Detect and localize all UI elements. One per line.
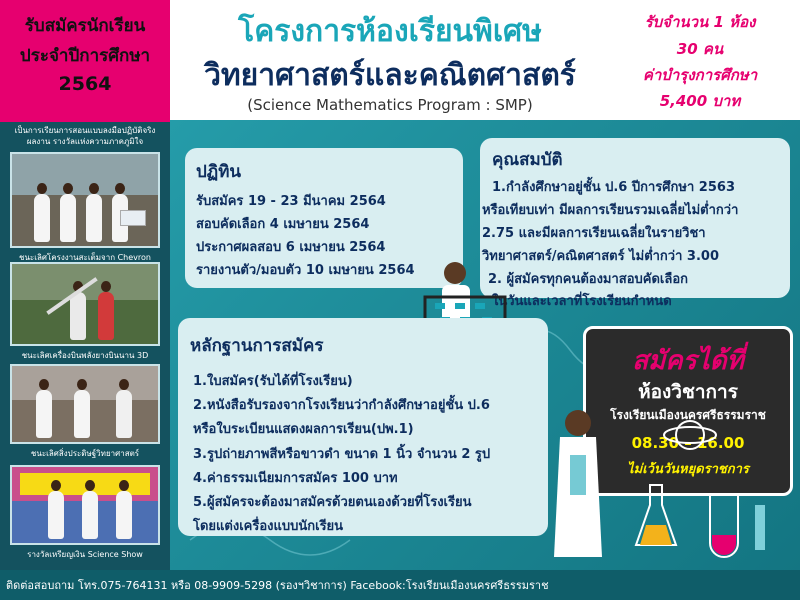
schedule-item: ประกาศผลสอบ 6 เมษายน 2564: [196, 240, 386, 255]
awards-intro-line-1: เป็นการเรียนการสอนแบบลงมือปฏิบัติจริง: [14, 126, 156, 135]
award-caption-1: ชนะเลิศโครงงานสะเต็มจาก Chevron: [19, 253, 151, 262]
apply-hours: 08.30 – 16.00: [631, 434, 745, 452]
enrollment-line-1: รับสมัครนักเรียน: [24, 16, 146, 36]
program-subtitle: วิทยาศาสตร์และคณิตศาสตร์: [204, 58, 576, 93]
qualification-item: หรือเทียบเท่า มีผลการเรียนรวมเฉลี่ยไม่ต่ำกว่า: [482, 203, 739, 218]
documents-title: หลักฐานการสมัคร: [190, 336, 324, 356]
qualification-item: วิทยาศาสตร์/คณิตศาสตร์ ไม่ต่ำกว่า 3.00: [482, 249, 720, 264]
award-photo-1: [10, 152, 160, 248]
qualification-item: 1.กำลังศึกษาอยู่ชั้น ป.6 ปีการศึกษา 2563: [492, 180, 735, 195]
enrollment-line-2: ประจำปีการศึกษา: [19, 46, 151, 66]
qualification-item: ในวันและเวลาที่โรงเรียนกำหนด: [492, 294, 672, 309]
award-caption-2: ชนะเลิศเครื่องบินพลังยางบินนาน 3D: [21, 351, 149, 360]
schedule-item: รับสมัคร 19 - 23 มีนาคม 2564: [196, 194, 386, 209]
document-item: 3.รูปถ่ายภาพสีหรือขาวดำ ขนาด 1 นิ้ว จำนวน 2 รูป: [193, 447, 491, 462]
qualifications-title: คุณสมบัติ: [492, 150, 563, 170]
schedule-title: ปฏิทิน: [196, 162, 242, 182]
award-photo-2: [10, 262, 160, 346]
schedule-item: สอบคัดเลือก 4 เมษายน 2564: [196, 217, 370, 232]
document-item: หรือใบระเบียนแสดงผลการเรียน(ปพ.1): [193, 422, 414, 437]
fee-label: ค่าบำรุงการศึกษา: [642, 66, 758, 84]
seats-rooms: รับจำนวน 1 ห้อง: [644, 13, 756, 31]
document-item: โดยแต่งเครื่องแบบนักเรียน: [193, 519, 344, 534]
award-caption-3: ชนะเลิศสิ่งประดิษฐ์วิทยาศาสตร์: [30, 449, 140, 458]
qualification-item: 2.75 และมีผลการเรียนเฉลี่ยในรายวิชา: [482, 226, 706, 241]
award-caption-4: รางวัลเหรียญเงิน Science Show: [27, 550, 143, 559]
schedule-item: รายงานตัว/มอบตัว 10 เมษายน 2564: [196, 263, 415, 278]
apply-school: โรงเรียนเมืองนครศรีธรรมราช: [610, 408, 766, 422]
seats-students: 30 คน: [676, 40, 724, 58]
enrollment-year: 2564: [58, 73, 112, 95]
apply-heading: สมัครได้ที่: [632, 346, 744, 376]
document-item: 4.ค่าธรรมเนียมการสมัคร 100 บาท: [193, 471, 398, 486]
document-item: 5.ผู้สมัครจะต้องมาสมัครด้วยตนเองด้วยที่โรงเรียน: [193, 495, 472, 510]
awards-intro-line-2: ผลงาน รางวัลแห่งความภาคภูมิใจ: [26, 137, 144, 146]
program-english-name: (Science Mathematics Program : SMP): [247, 96, 533, 114]
lab-scientist-illustration: [530, 395, 795, 570]
contact-info: ติดต่อสอบถาม โทร.075-764131 หรือ 08-9909-5298 (รองฯวิชาการ) Facebook:โรงเรียนเมืองนครศรีธรรมราช: [6, 579, 549, 592]
program-title: โครงการห้องเรียนพิเศษ: [238, 14, 542, 49]
apply-room: ห้องวิชาการ: [638, 381, 738, 403]
document-item: 2.หนังสือรับรองจากโรงเรียนว่ากำลังศึกษาอยู่ชั้น ป.6: [193, 398, 490, 413]
award-photo-3: [10, 364, 160, 444]
qualification-item: 2. ผู้สมัครทุกคนต้องมาสอบคัดเลือก: [488, 272, 689, 287]
apply-note: ไม่เว้นวันหยุดราชการ: [627, 462, 749, 477]
fee-amount: 5,400 บาท: [659, 92, 741, 110]
awards-intro: [0, 125, 170, 147]
award-photo-4: [10, 465, 160, 545]
document-item: 1.ใบสมัคร(รับได้ที่โรงเรียน): [193, 374, 353, 389]
